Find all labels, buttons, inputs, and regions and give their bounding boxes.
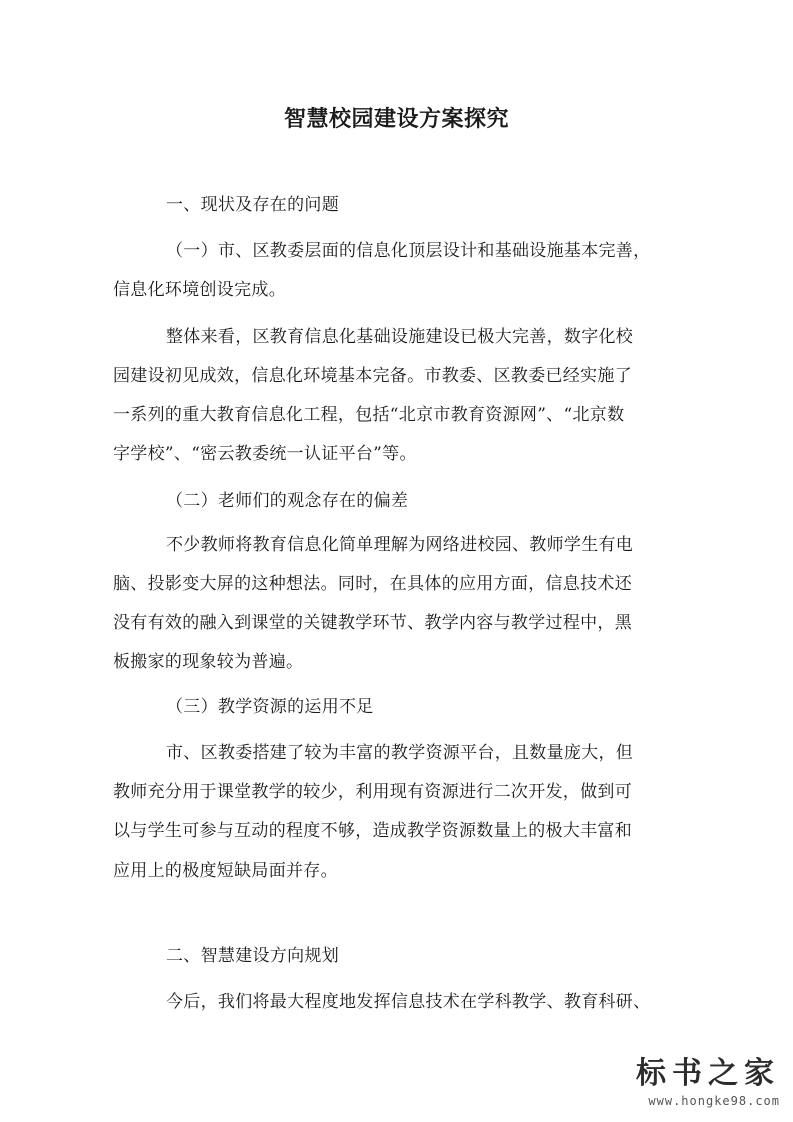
watermark-url: www.hongke98.com <box>648 1094 780 1108</box>
section-heading-1: 一、现状及存在的问题 <box>166 195 339 215</box>
subheading-2: （二）老师们的观念存在的偏差 <box>166 491 409 511</box>
watermark-logo-text: 标书之家 <box>636 1056 780 1091</box>
paragraph-line: 一系列的重大教育信息化工程，包括“北京市教育资源网”、“北京数 <box>113 405 625 425</box>
paragraph-line: 脑、投影变大屏的这种想法。同时，在具体的应用方面，信息技术还 <box>113 574 632 594</box>
section-heading-2: 二、智慧建设方向规划 <box>166 946 339 966</box>
paragraph-line: 整体来看，区教育信息化基础设施建设已极大完善，数字化校 <box>166 327 634 347</box>
paragraph-line: 信息化环境创设完成。 <box>113 280 286 300</box>
paragraph-line: 字学校”、“密云教委统一认证平台”等。 <box>113 444 417 464</box>
paragraph-line: 市、区教委搭建了较为丰富的教学资源平台，且数量庞大，但 <box>166 743 634 763</box>
paragraph-line: 以与学生可参与互动的程度不够，造成教学资源数量上的极大丰富和 <box>113 821 632 841</box>
paragraph-line: 园建设初见成效，信息化环境基本完备。市教委、区教委已经实施了 <box>113 366 632 386</box>
subheading-1: （一）市、区教委层面的信息化顶层设计和基础设施基本完善， <box>166 241 651 261</box>
document-title: 智慧校园建设方案探究 <box>283 107 509 132</box>
paragraph-line: 没有有效的融入到课堂的关键教学环节、教学内容与教学过程中，黑 <box>113 613 632 633</box>
paragraph-line: 不少教师将教育信息化简单理解为网络进校园、教师学生有电 <box>166 535 634 555</box>
paragraph-line: 板搬家的现象较为普遍。 <box>113 652 304 672</box>
subheading-3: （三）教学资源的运用不足 <box>166 697 374 717</box>
paragraph-line: 教师充分用于课堂教学的较少，利用现有资源进行二次开发，做到可 <box>113 782 632 802</box>
paragraph-line: 今后，我们将最大程度地发挥信息技术在学科教学、教育科研、 <box>166 992 651 1012</box>
paragraph-line: 应用上的极度短缺局面并存。 <box>113 861 338 881</box>
watermark-logo <box>608 1048 780 1108</box>
